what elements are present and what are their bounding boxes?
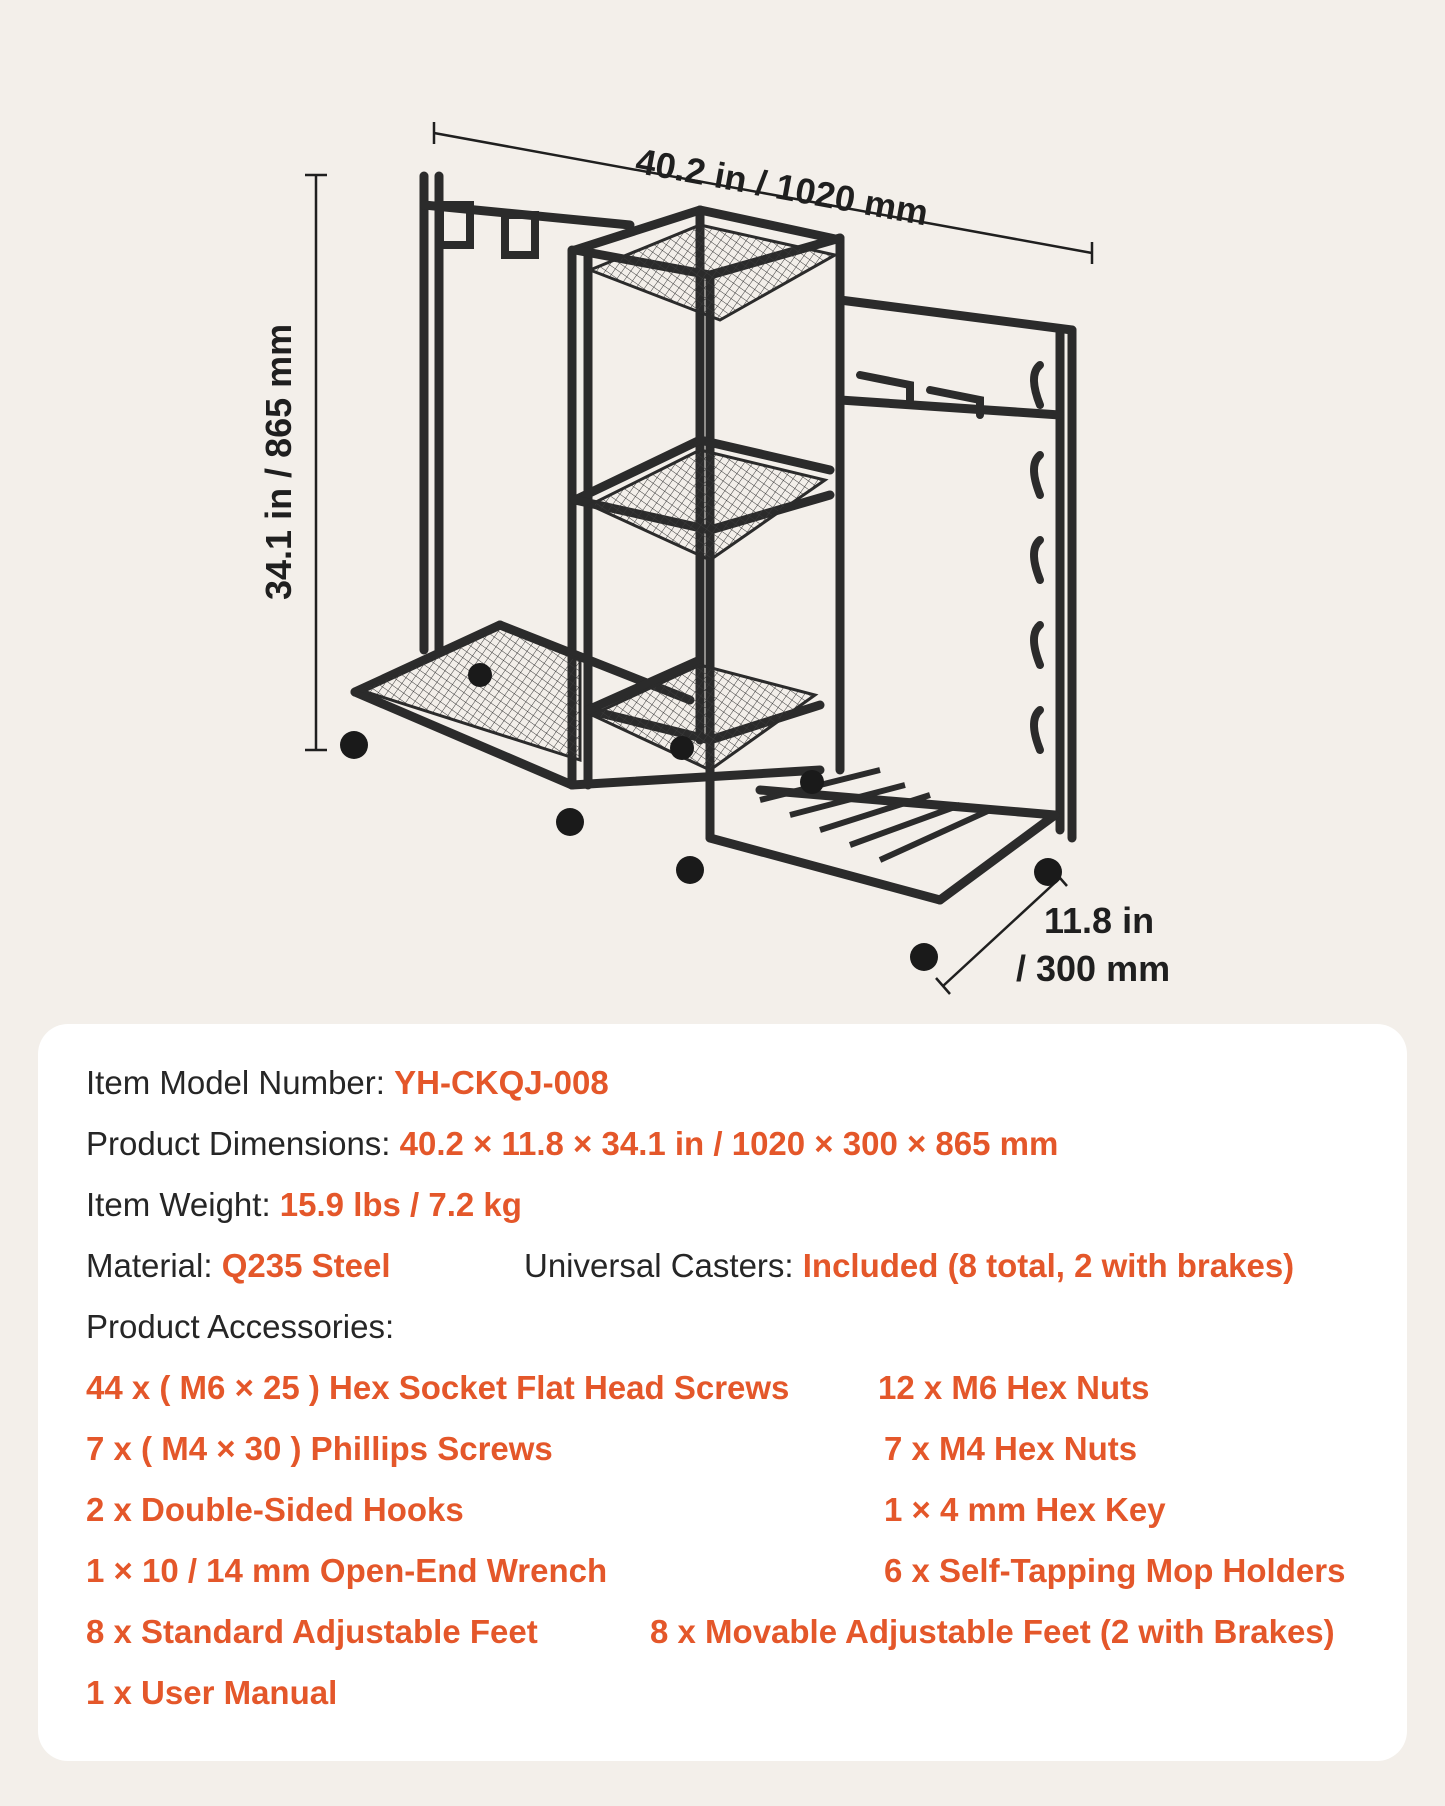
- accessory-item: 44 x ( M6 × 25 ) Hex Socket Flat Head Screws: [86, 1369, 790, 1406]
- dimensions-label: Product Dimensions:: [86, 1125, 400, 1162]
- bottom-bars: [760, 770, 990, 860]
- dimensions-value: 40.2 × 11.8 × 34.1 in / 1020 × 300 × 865 mm: [399, 1125, 1059, 1162]
- accessory-item: 7 x ( M4 × 30 ) Phillips Screws: [86, 1430, 553, 1467]
- depth-dimension-label-line1: 11.8 in: [1044, 900, 1155, 941]
- casters-label: Universal Casters:: [524, 1247, 803, 1284]
- specifications-card: [38, 1024, 1407, 1761]
- accessory-item: 1 × 10 / 14 mm Open-End Wrench: [86, 1552, 608, 1589]
- material-label: Material:: [86, 1247, 222, 1284]
- accessory-item: 12 x M6 Hex Nuts: [878, 1369, 1150, 1406]
- material-value: Q235 Steel: [221, 1247, 391, 1284]
- accessory-item: 1 x User Manual: [86, 1674, 338, 1711]
- weight-label: Item Weight:: [86, 1186, 280, 1223]
- accessory-item: 8 x Movable Adjustable Feet (2 with Brakes): [650, 1613, 1335, 1650]
- weight-value: 15.9 lbs / 7.2 kg: [279, 1186, 522, 1223]
- accessory-item: 6 x Self-Tapping Mop Holders: [884, 1552, 1346, 1589]
- accessories-label: Product Accessories:: [86, 1308, 395, 1345]
- model-number-value: YH-CKQJ-008: [394, 1064, 609, 1101]
- weight-row: [86, 1186, 522, 1224]
- accessory-item: 2 x Double-Sided Hooks: [86, 1491, 464, 1528]
- width-dimension-label: 40.2 in / 1020 mm: [632, 140, 932, 234]
- accessory-item: 8 x Standard Adjustable Feet: [86, 1613, 538, 1650]
- model-number-label: Item Model Number:: [86, 1064, 395, 1101]
- dimensions-row: [86, 1125, 1058, 1163]
- height-dimension-label: 34.1 in / 865 mm: [258, 323, 299, 600]
- model-number-row: [86, 1064, 609, 1102]
- height-dimension-line: [305, 175, 327, 750]
- accessory-item: 7 x M4 Hex Nuts: [884, 1430, 1138, 1467]
- casters-value: Included (8 total, 2 with brakes): [802, 1247, 1295, 1284]
- mesh-baskets: [360, 225, 835, 770]
- material-row: [86, 1247, 391, 1285]
- casters-row: [524, 1247, 1294, 1285]
- accessory-item: 1 × 4 mm Hex Key: [884, 1491, 1166, 1528]
- depth-dimension-label-line2: / 300 mm: [1016, 948, 1171, 989]
